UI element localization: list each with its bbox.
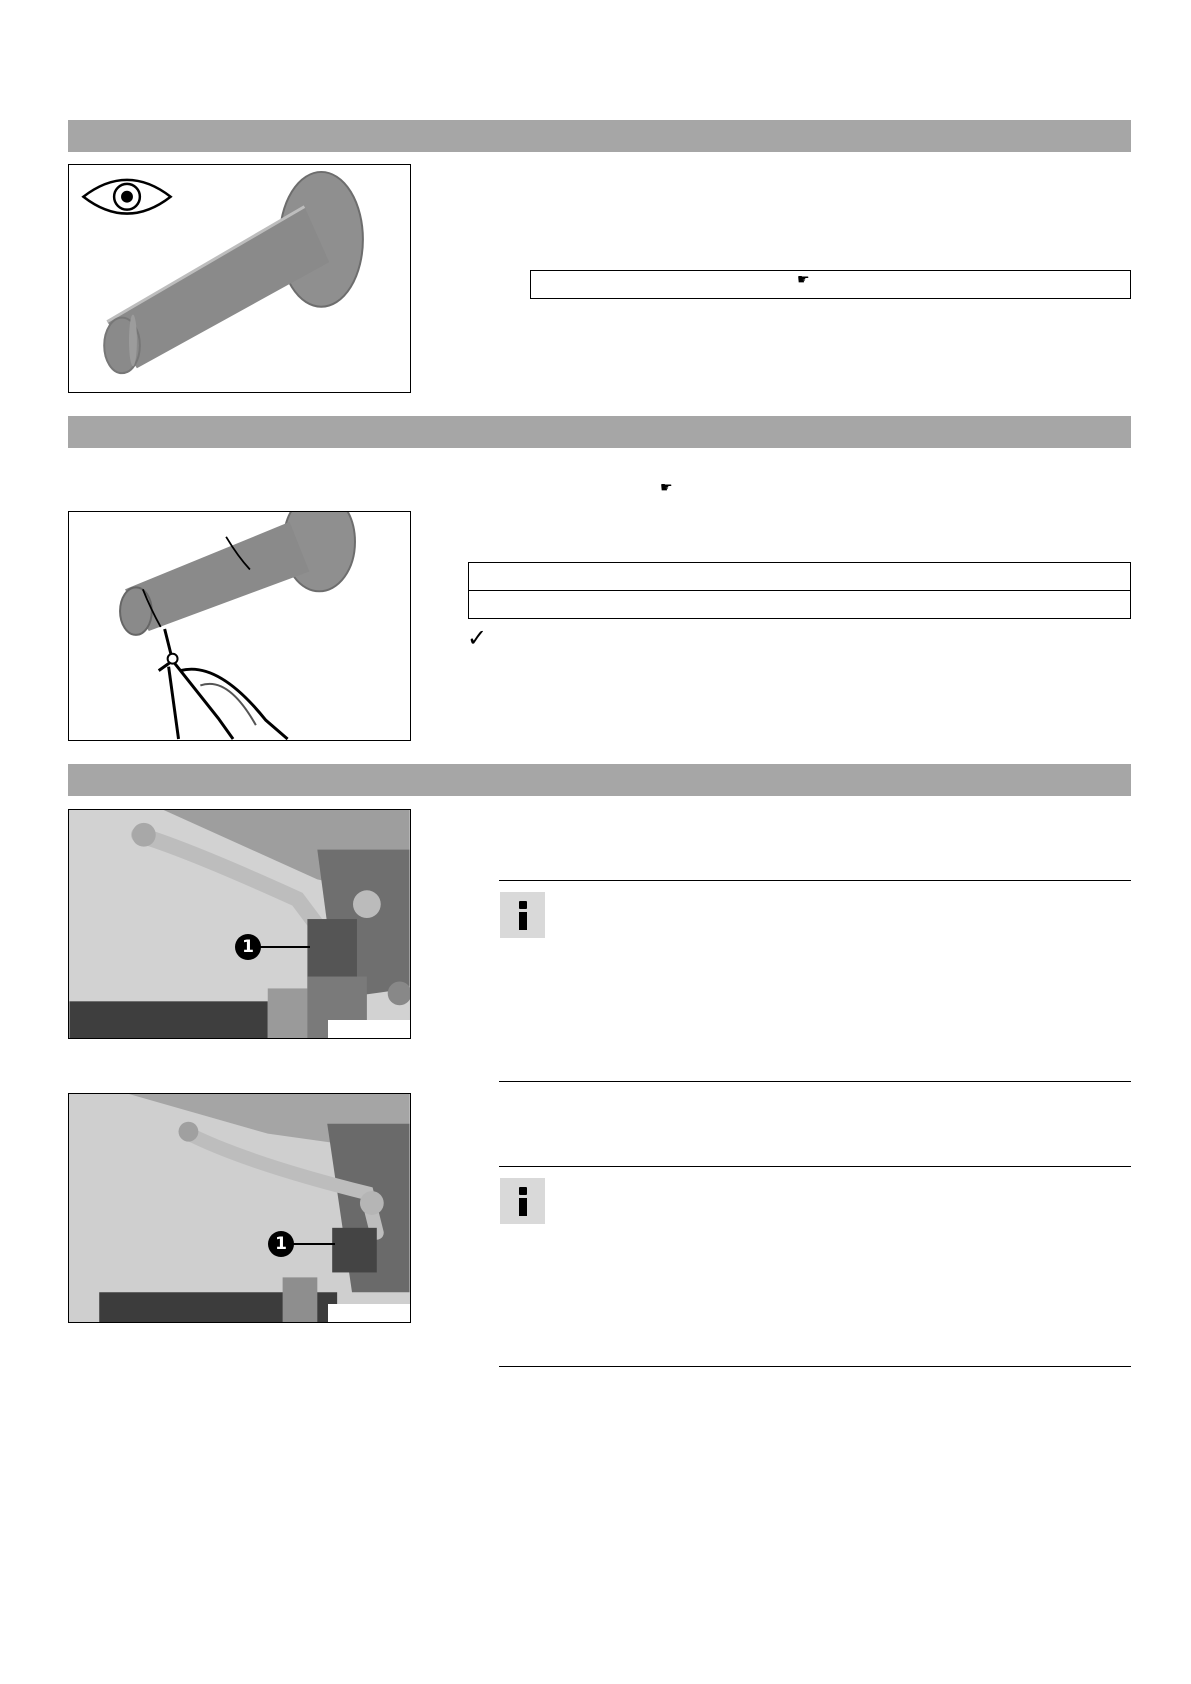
photo-clutch-lever-adjuster-2 [68, 1093, 411, 1323]
table-row [468, 562, 1131, 591]
photo-clutch-lever-adjuster-1 [68, 809, 411, 1039]
figure-code-box [328, 1304, 410, 1322]
check-icon: ✓ [467, 624, 488, 652]
clutch-lever-photo-1 [69, 810, 410, 1038]
figure-code-box [328, 1020, 410, 1038]
pointer-icon: ☛ [660, 479, 673, 495]
figure-grip-pliers [68, 511, 411, 741]
eye-icon [83, 180, 170, 214]
callout-leader-line [260, 946, 310, 948]
info-icon [500, 892, 545, 938]
grip-inspection-illustration [69, 165, 410, 392]
pointer-icon: ☛ [797, 271, 810, 287]
figure-grip-inspection [68, 164, 411, 393]
callout-1: 1 [268, 1231, 294, 1257]
pliers-drawing [159, 629, 288, 739]
table-row [468, 590, 1131, 619]
callout-1: 1 [235, 934, 261, 960]
section-header-bar-3 [68, 764, 1131, 796]
grip-drawing [120, 512, 355, 635]
callout-leader-line [293, 1243, 335, 1245]
info-icon [500, 1178, 545, 1224]
section-header-bar-1 [68, 120, 1131, 152]
section-header-bar-2 [68, 416, 1131, 448]
info-block-top-rule [499, 880, 1131, 881]
clutch-lever-photo-2 [69, 1094, 410, 1322]
info-block-top-rule [499, 1166, 1131, 1167]
grip-pliers-illustration [69, 512, 410, 740]
info-block-bottom-rule [499, 1366, 1131, 1367]
info-block-bottom-rule [499, 1081, 1131, 1082]
reference-box-row [530, 270, 1131, 299]
